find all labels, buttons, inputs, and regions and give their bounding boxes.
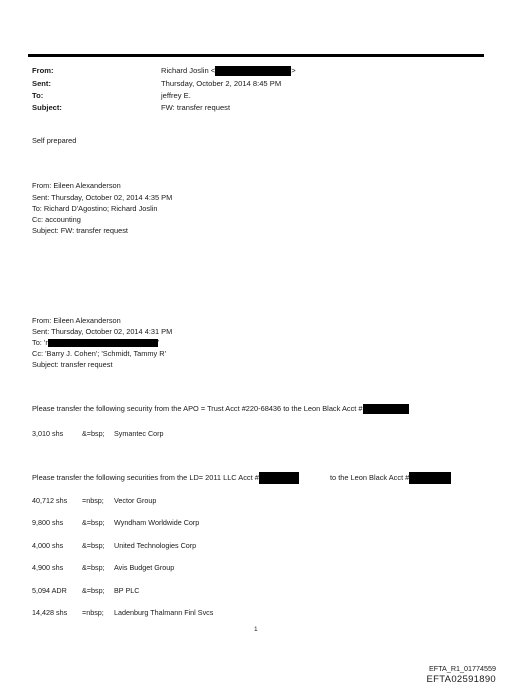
efta-id-small: EFTA_R1_01774559 — [429, 664, 496, 673]
fwd2-from: From: Eileen Alexanderson — [32, 316, 121, 325]
to-value: jeffrey E. — [161, 91, 191, 100]
holding-sep: &=bsp; — [82, 586, 105, 595]
holding-qty: 3,010 shs — [32, 429, 64, 438]
sent-value: Thursday, October 2, 2014 8:45 PM — [161, 79, 282, 88]
header-divider — [28, 54, 484, 57]
holding-name: Ladenburg Thalmann Finl Svcs — [114, 608, 214, 617]
holding-qty: 4,000 shs — [32, 541, 64, 550]
fwd1-to: To: Richard D'Agostino; Richard Joslin — [32, 204, 158, 213]
holding-row — [32, 586, 139, 595]
holding-sep: &=bsp; — [82, 563, 105, 572]
transfer1-text — [32, 404, 409, 414]
redaction-block — [259, 472, 299, 484]
holding-qty: 5,094 ADR — [32, 586, 67, 595]
transfer2-sentence-b: to the Leon Black Acct # — [330, 472, 410, 482]
holding-row — [32, 608, 213, 617]
redaction-block — [409, 472, 451, 484]
holding-sep: &=bsp; — [82, 541, 105, 550]
fwd1-subject: Subject: FW: transfer request — [32, 226, 128, 235]
subject-value: FW: transfer request — [161, 103, 231, 112]
holding-qty: 4,900 shs — [32, 563, 64, 572]
holding-sep: =nbsp; — [82, 496, 104, 505]
fwd1-from: From: Eileen Alexanderson — [32, 181, 121, 190]
holding-sep: &=bsp; — [82, 518, 105, 527]
holding-name: Wyndham Worldwide Corp — [114, 518, 200, 527]
holding-name: United Technologies Corp — [114, 541, 197, 550]
fwd2-subject: Subject: transfer request — [32, 360, 113, 369]
transfer2-text — [32, 472, 299, 484]
fwd2-to-suffix: ' — [157, 338, 160, 347]
holding-name: Vector Group — [114, 496, 157, 505]
holding-name: Symantec Corp — [114, 429, 164, 438]
self-prepared-text: Self prepared — [32, 136, 77, 145]
holding-row — [32, 563, 174, 572]
holding-sep: &=bsp; — [82, 429, 105, 438]
fwd2-to — [32, 338, 159, 348]
holding-name: Avis Budget Group — [114, 563, 175, 572]
fwd1-cc: Cc: accounting — [32, 215, 81, 224]
sent-label: Sent: — [32, 79, 51, 88]
transfer1-holding — [32, 429, 164, 438]
fwd2-cc: Cc: 'Barry J. Cohen'; 'Schmidt, Tammy R' — [32, 349, 167, 358]
from-name: Richard Joslin < — [161, 66, 216, 75]
holding-row — [32, 496, 156, 505]
to-label: To: — [32, 91, 44, 100]
redaction-block — [363, 404, 409, 414]
subject-label: Subject: — [32, 103, 62, 112]
redaction-block — [48, 339, 158, 347]
holding-row — [32, 541, 196, 550]
redaction-block — [215, 66, 291, 76]
from-label: From: — [32, 66, 54, 75]
fwd1-sent: Sent: Thursday, October 02, 2014 4:35 PM — [32, 193, 173, 202]
from-suffix: > — [291, 66, 296, 75]
holding-sep: =nbsp; — [82, 608, 104, 617]
fwd2-to-prefix: To: 'r — [32, 338, 48, 347]
transfer2-text-b — [330, 472, 451, 484]
from-value — [161, 66, 296, 76]
holding-qty: 14,428 shs — [32, 608, 68, 617]
efta-id-large: EFTA02591890 — [426, 674, 496, 685]
holding-name: BP PLC — [114, 586, 140, 595]
page-number: 1 — [254, 626, 258, 633]
transfer2-sentence-a: Please transfer the following securities from the LD= 2011 LLC Acct # — [32, 472, 259, 482]
transfer1-sentence: Please transfer the following security from the APO = Trust Acct #220-68436 to the Leon Black Acct # — [32, 404, 363, 413]
holding-qty: 40,712 shs — [32, 496, 68, 505]
holding-row — [32, 518, 199, 527]
holding-qty: 9,800 shs — [32, 518, 64, 527]
fwd2-sent: Sent: Thursday, October 02, 2014 4:31 PM — [32, 327, 173, 336]
